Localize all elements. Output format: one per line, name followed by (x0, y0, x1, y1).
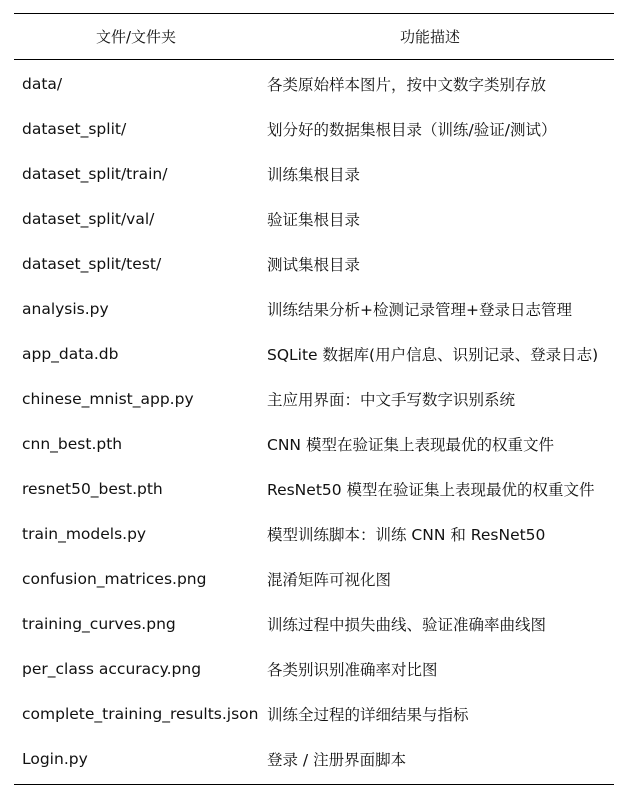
table-row (14, 736, 614, 781)
description-cell: CNN 模型在验证集上表现最优的权重文件 (267, 435, 554, 454)
table-row (14, 331, 614, 376)
description-cell: 登录 / 注册界面脚本 (267, 750, 407, 769)
description-cell: 各类原始样本图片，按中文数字类别存放 (267, 75, 547, 94)
table-row (14, 556, 614, 601)
table-row (14, 511, 614, 556)
table-row (14, 376, 614, 421)
header-description: 功能描述 (399, 28, 460, 46)
table-row (14, 421, 614, 466)
description-cell: 训练过程中损失曲线、验证准确率曲线图 (267, 615, 547, 634)
table-row (14, 196, 614, 241)
table-row (14, 691, 614, 736)
description-cell: 模型训练脚本：训练 CNN 和 ResNet50 (267, 525, 546, 544)
file-cell: app_data.db (22, 344, 119, 363)
file-cell: training_curves.png (22, 614, 176, 633)
file-cell: data/ (22, 74, 63, 93)
table-row (14, 241, 614, 286)
file-cell: dataset_split/val/ (22, 209, 155, 228)
description-cell: 混淆矩阵可视化图 (267, 570, 392, 589)
file-cell: cnn_best.pth (22, 434, 123, 453)
table-row (14, 601, 614, 646)
table-row (14, 646, 614, 691)
description-cell: 划分好的数据集根目录（训练/验证/测试） (267, 120, 557, 139)
table-body (14, 60, 614, 784)
table-bottom-padding (14, 781, 614, 784)
description-cell: 训练全过程的详细结果与指标 (267, 705, 469, 724)
header-file: 文件/文件夹 (95, 28, 177, 46)
file-cell: dataset_split/ (22, 119, 127, 138)
table-row (14, 286, 614, 331)
description-cell: 测试集根目录 (267, 255, 361, 274)
file-cell: dataset_split/test/ (22, 254, 162, 273)
file-cell: resnet50_best.pth (22, 479, 163, 498)
description-cell: SQLite 数据库(用户信息、识别记录、登录日志) (267, 345, 599, 364)
description-cell: ResNet50 模型在验证集上表现最优的权重文件 (267, 480, 595, 499)
file-cell: train_models.py (22, 524, 147, 543)
table-row (14, 151, 614, 196)
file-cell: chinese_mnist_app.py (22, 389, 194, 408)
file-cell: dataset_split/train/ (22, 164, 168, 183)
file-description-table (14, 13, 614, 785)
file-cell: confusion_matrices.png (22, 569, 207, 588)
description-cell: 验证集根目录 (267, 210, 361, 229)
description-cell: 主应用界面：中文手写数字识别系统 (267, 390, 516, 409)
file-cell: per_class accuracy.png (22, 659, 202, 678)
description-cell: 训练集根目录 (267, 165, 361, 184)
table-row (14, 106, 614, 151)
table-row (14, 466, 614, 511)
description-cell: 各类别识别准确率对比图 (267, 660, 438, 679)
description-cell: 训练结果分析+检测记录管理+登录日志管理 (267, 300, 572, 319)
file-cell: analysis.py (22, 299, 109, 318)
file-cell: complete_training_results.json (22, 704, 259, 723)
table-row (14, 61, 614, 106)
file-cell: Login.py (22, 749, 88, 768)
table-header (14, 14, 614, 60)
